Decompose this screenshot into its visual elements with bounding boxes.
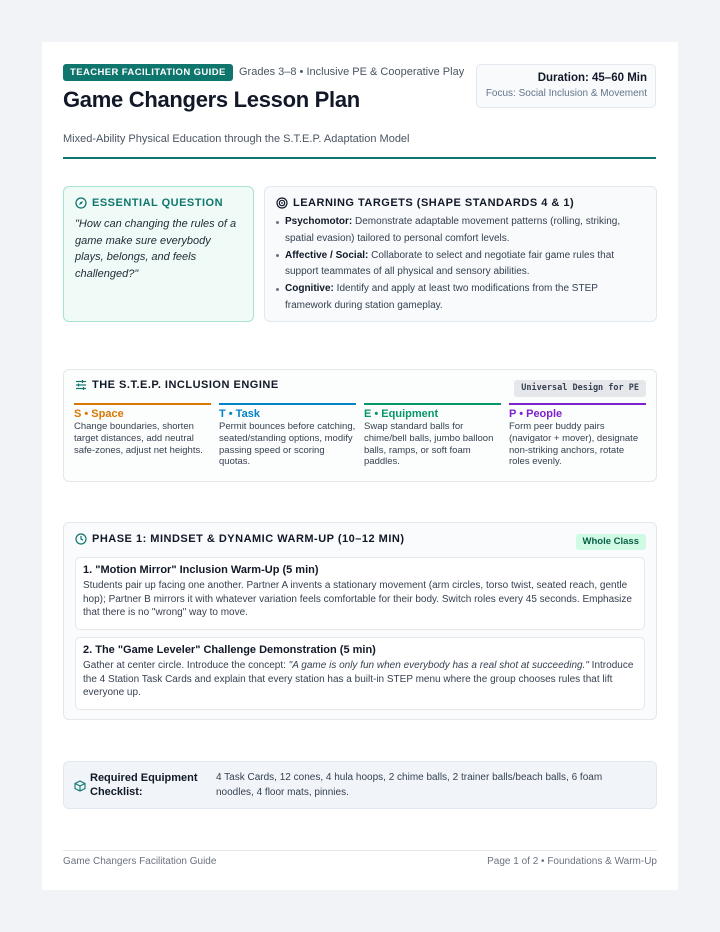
activity-card [75,557,645,630]
page-subtitle: Mixed-Ability Physical Education through the S.T.E.P. Adaptation Model [63,133,410,145]
step-column-text: Form peer buddy pairs (navigator + mover), designate non-striking anchors, rotate roles evenly. [509,421,639,468]
footer-left: Game Changers Facilitation Guide [63,856,217,867]
focus-label: Focus: Social Inclusion & Movement [485,88,647,99]
sliders-icon [75,379,87,391]
lesson-plan-page [42,42,678,890]
guide-badge: TEACHER FACILITATION GUIDE [63,64,233,81]
target-label: Cognitive: [285,283,334,294]
activity-text [83,659,637,700]
step-columns [74,403,646,468]
equipment-checklist [63,761,657,809]
step-column-text: Change boundaries, shorten target distances, add neutral safe-zones, adjust net heights. [74,421,203,456]
phase1-heading: PHASE 1: MINDSET & DYNAMIC WARM-UP (10–12 MIN) [92,533,405,545]
page-footer [63,850,657,867]
udl-tag: Universal Design for PE [514,380,646,397]
list-item [276,281,645,314]
step-column-title: T • Task [219,408,260,420]
list-item [276,214,645,247]
step-engine-card [63,369,657,482]
step-column-space [74,403,211,468]
activity-text-pre: Gather at center circle. Introduce the concept: [83,660,289,671]
step-column-equipment [364,403,501,468]
target-text: Collaborate to select and negotiate fair game rules that support teammates of all physical and sensory abilities. [285,249,615,277]
phase1-card [63,522,657,720]
learning-targets-heading: LEARNING TARGETS (SHAPE STANDARDS 4 & 1) [293,197,575,209]
step-column-text: Swap standard balls for chime/bell balls, jumbo balloon balls, ramps, or soft foam paddles. [364,421,494,468]
essential-question-card [63,186,254,322]
step-column-title: S • Space [74,408,124,420]
step-column-title: E • Equipment [364,408,439,420]
equipment-label: Required Equipment Checklist: [90,772,198,798]
duration-label: Duration: 45–60 Min [537,72,647,84]
activity-title: 1. "Motion Mirror" Inclusion Warm-Up (5 min) [83,564,319,576]
step-column-text: Permit bounces before catching, seated/standing options, modify passing speed or scoring quotas. [219,421,356,468]
target-label: Affective / Social: [285,249,369,261]
footer-right: Page 1 of 2 • Foundations & Warm-Up [487,856,657,867]
compass-icon [75,197,87,209]
target-text: Identify and apply at least two modifications from the STEP framework during station gameplay. [285,283,598,311]
activity-text: Students pair up facing one another. Partner A invents a stationary movement (arm circles, torso twist, seated reach, gentle hop); Partner B mirrors it with whatever variation feels comfortable for their body. Switch roles every 45 seconds. Emphasize that there is no "wrong" way to move. [83,580,632,618]
box-icon [74,780,86,792]
grades-label: Grades 3–8 • Inclusive PE & Cooperative Play [239,66,465,78]
page-title: Game Changers Lesson Plan [63,87,360,112]
step-column-task [219,403,356,468]
equipment-list: 4 Task Cards, 12 cones, 4 hula hoops, 2 chime balls, 2 trainer balls/beach balls, 6 foam noodles, 4 floor mats, pinnies. [216,772,603,798]
list-item [276,248,645,281]
clock-icon [75,533,87,545]
whole-class-badge: Whole Class [576,534,647,550]
essential-question-text: "How can changing the rules of a game make sure everybody plays, belongs, and feels challenged?" [75,218,237,280]
step-column-people [509,403,646,468]
target-icon [276,197,288,209]
learning-targets-list [276,214,645,314]
step-column-title: P • People [509,408,563,420]
activity-quote: "A game is only fun when everybody has a real shot at succeeding." [288,660,589,671]
target-text: Demonstrate adaptable movement patterns (rolling, striking, spatial evasion) tailored to personal comfort levels. [285,216,621,244]
essential-question-heading: ESSENTIAL QUESTION [92,197,224,209]
activity-card [75,637,645,710]
activity-title: 2. The "Game Leveler" Challenge Demonstration (5 min) [83,644,376,656]
target-label: Psychomotor: [285,216,353,227]
duration-box [476,64,656,108]
learning-targets-card [264,186,657,322]
page-header [63,63,656,159]
activity-text-post: Introduce the 4 Station Task Cards and explain that every station has a built-in STEP menu where the group chooses rules that lift everyone up. [83,660,634,698]
step-engine-heading: THE S.T.E.P. INCLUSION ENGINE [92,379,279,391]
